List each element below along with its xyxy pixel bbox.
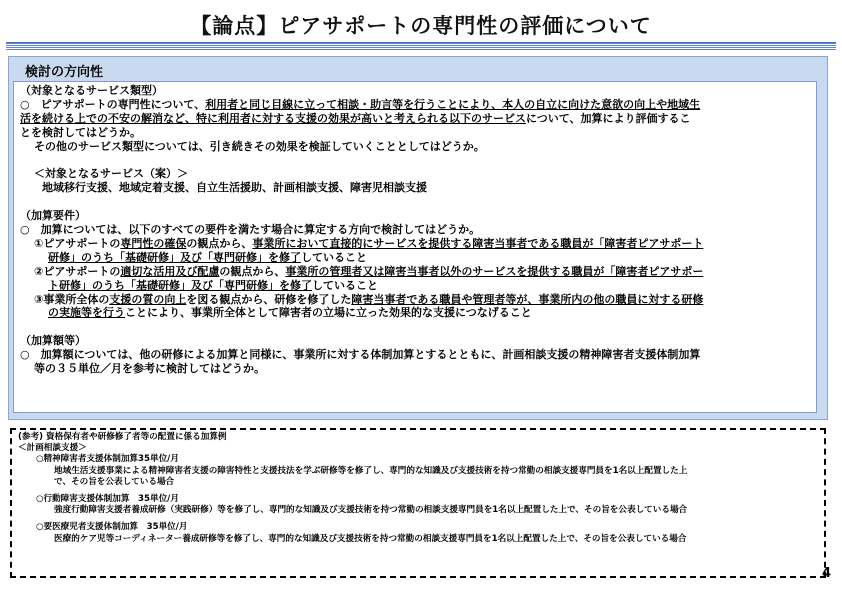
- text-run: ②ピアサポートの: [34, 264, 121, 278]
- page-title: 【論点】ピアサポートの専門性の評価について: [190, 14, 652, 38]
- underlined-text: 適切な活用及び配慮: [120, 264, 220, 278]
- paragraph-line: その他のサービス類型については、引き続きその効果を検証していくこととしてはどうか。: [34, 139, 485, 153]
- text-run: について、加算により評価するこ: [526, 111, 691, 125]
- reference-subheading: ＜計画相談支援＞: [18, 443, 87, 454]
- reference-item-title: ○行動障害支援体制加算 35単位/月: [36, 494, 179, 505]
- requirement-1: [20, 237, 810, 251]
- text-run: していること: [301, 250, 367, 264]
- section-heading-amount: （加算額等）: [20, 334, 86, 348]
- requirement-2: [20, 265, 810, 279]
- page-number: 4: [822, 566, 832, 581]
- paragraph-line: 等の３５単位／月を参考に検討してはどうか。: [34, 362, 265, 376]
- reference-item-title: ○要医療児者支援体制加算 35単位/月: [36, 522, 188, 533]
- title-underline-stripes: [6, 42, 836, 51]
- reference-box: [10, 428, 826, 578]
- reference-heading: (参考) 資格保有者や研修修了者等の配置に係る加算例: [18, 432, 227, 442]
- text-run: の観点から、: [219, 264, 286, 278]
- paragraph-line: とを検討してはどうか。: [20, 125, 141, 139]
- text-run: ③事業所全体の: [34, 292, 110, 306]
- underlined-text: 障害当事者である職員や管理者等が、事業所内の他の職員に対する研修: [351, 292, 704, 306]
- reference-item-text: 医療的ケア児等コーディネーター養成研修等を修了し、専門的な知識及び支援技術を持つ常勤の相談支援専門員を1名以上配置した上で、その旨を公表している場合: [54, 533, 687, 544]
- text-run: の観点から、: [186, 236, 253, 250]
- underlined-text: 専門性の確保: [120, 236, 187, 250]
- reference-item-title: ○精神障害者支援体制加算35単位/月: [36, 454, 179, 465]
- text-run: を図る観点から、研修を修了した: [186, 292, 352, 306]
- target-services-heading: ＜対象となるサービス（案）＞: [34, 167, 188, 181]
- direction-panel-body: [13, 81, 817, 413]
- paragraph-line: ○ 加算については、以下のすべての要件を満たす場合に算定する方向で検討してはどうか。: [20, 223, 481, 237]
- reference-item-text: 地域生活支援事業による精神障害者支援の障害特性と支援技法を学ぶ研修等を修了し、専門的な知識及び支援技術を持つ常勤の相談支援専門員を1名以上配置した上: [54, 465, 688, 476]
- paragraph-line: ○ 加算額については、他の研修による加算と同様に、事業所に対する体制加算とするとともに、計画相談支援の精神障害者支援体制加算: [20, 348, 701, 362]
- requirement-2-cont: [20, 279, 810, 293]
- underlined-text: 研修」のうち「基礎研修」及び「専門研修」を修了: [48, 250, 301, 264]
- section-heading-service-types: （対象となるサービス類型）: [20, 84, 163, 97]
- paragraph-line: [20, 112, 810, 126]
- text-run: ○ ピアサポートの専門性について、: [20, 97, 206, 111]
- panel-tab-label: 検討の方向性: [13, 59, 115, 83]
- underlined-text: ト研修」のうち「基礎研修」及び「専門研修」を修了: [48, 278, 312, 292]
- target-services-list: 地域移行支援、地域定着支援、自立生活援助、計画相談支援、障害児相談支援: [42, 181, 427, 195]
- section-heading-requirements: （加算要件）: [20, 209, 86, 223]
- underlined-text: の実施等を行う: [48, 306, 125, 320]
- paragraph-line: [20, 98, 810, 112]
- text-run: していること: [312, 278, 378, 292]
- underlined-text: 活を続ける上での不安の解消など、特に利用者に対する支援の効果が高いと考えられる以下のサービス: [20, 111, 526, 125]
- requirement-3-cont: [20, 306, 810, 320]
- text-run: ①ピアサポートの: [34, 236, 121, 250]
- underlined-text: 事業所において直接的にサービスを提供する障害当事者である職員が「障害者ピアサポート: [252, 236, 704, 250]
- text-run: ことにより、事業所全体として障害者の立場に立った効果的な支援につなげること: [125, 306, 532, 320]
- reference-item-text: 強度行動障害支援者養成研修（実践研修）等を修了し、専門的な知識及び支援技術を持つ常勤の相談支援専門員を1名以上配置した上で、その旨を公表している場合: [54, 505, 688, 516]
- underlined-text: 支援の質の向上: [109, 292, 187, 306]
- requirement-1-cont: [20, 251, 810, 265]
- requirement-3: [20, 293, 810, 307]
- underlined-text: 事業所の管理者又は障害当事者以外のサービスを提供する職員が「障害者ピアサポー: [285, 264, 704, 278]
- underlined-text: 利用者と同じ目線に立って相談・助言等を行うことにより、本人の自立に向けた意欲の向上や地域生: [205, 97, 701, 111]
- reference-item-text: で、その旨を公表している場合: [54, 476, 175, 487]
- direction-panel: [8, 56, 828, 420]
